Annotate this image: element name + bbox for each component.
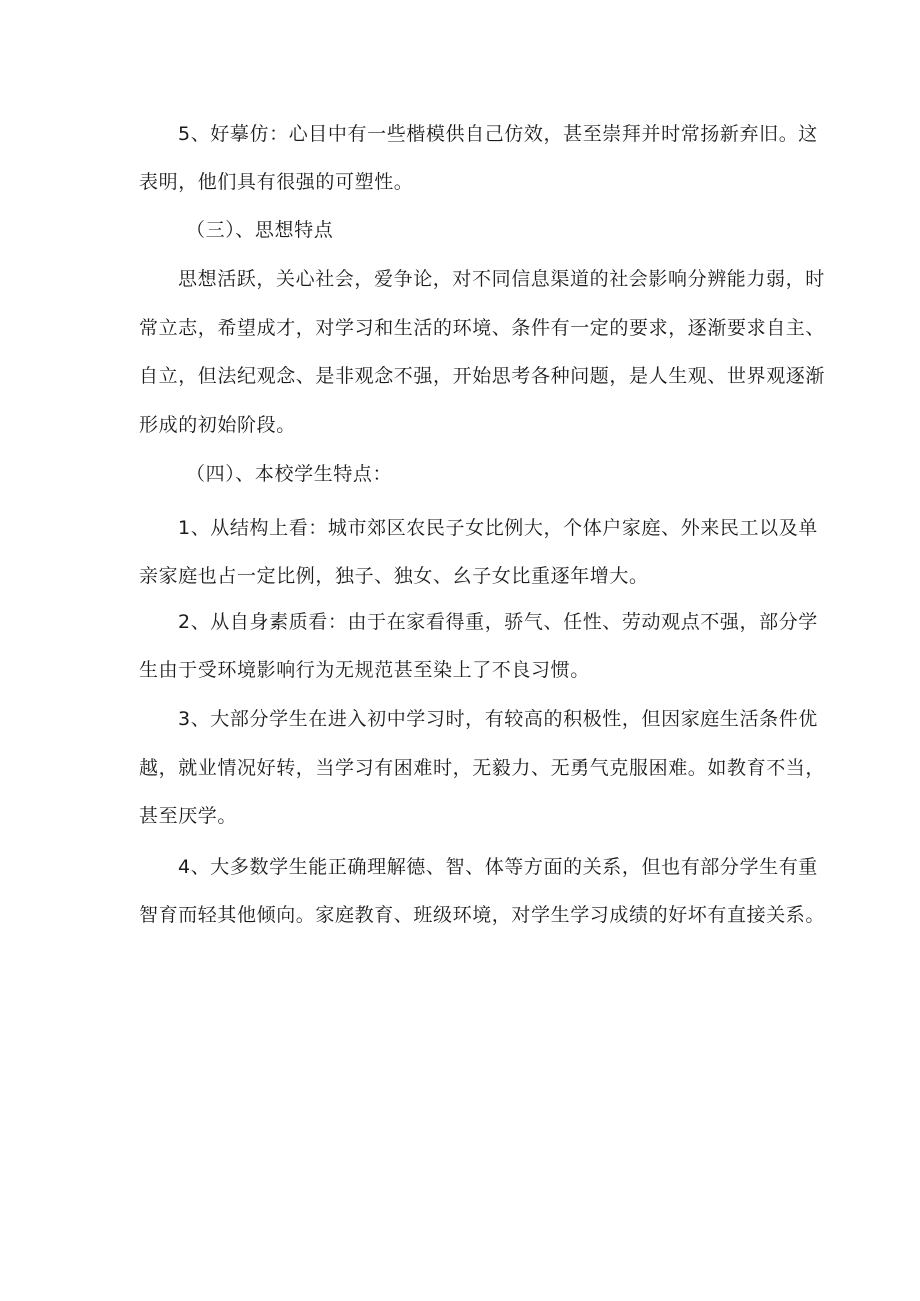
- item-5-line-1: 5、好摹仿：心目中有一些楷模供自己仿效，甚至崇拜并时常扬新弃旧。这: [178, 123, 818, 145]
- item-2-line-2: 生由于受环境影响行为无规范甚至染上了不良习惯。: [139, 659, 590, 681]
- item-1-line-1: 1、从结构上看：城市郊区农民子女比例大，个体户家庭、外来民工以及单: [178, 517, 818, 539]
- item-1-line-2: 亲家庭也占一定比例，独子、独女、幺子女比重逐年增大。: [139, 565, 649, 587]
- item-4-line-1: 4、大多数学生能正确理解德、智、体等方面的关系，但也有部分学生有重: [178, 856, 818, 878]
- thought-line-1: 思想活跃，关心社会，爱争论，对不同信息渠道的社会影响分辨能力弱，时: [178, 268, 825, 290]
- thought-line-4: 形成的初始阶段。: [139, 414, 296, 436]
- item-3-line-3: 甚至厌学。: [139, 805, 238, 827]
- item-3-line-1: 3、大部分学生在进入初中学习时，有较高的积极性，但因家庭生活条件优: [178, 708, 818, 730]
- thought-line-3: 自立，但法纪观念、是非观念不强，开始思考各种问题，是人生观、世界观逐渐: [139, 365, 826, 387]
- section-heading-school: （四）、本校学生特点：: [186, 463, 393, 485]
- item-3-line-2: 越，就业情况好转，当学习有困难时，无毅力、无勇气克服困难。如教育不当，: [139, 757, 826, 779]
- section-heading-thought: （三）、思想特点: [186, 219, 334, 241]
- item-2-line-1: 2、从自身素质看：由于在家看得重，骄气、任性、劳动观点不强，部分学: [178, 611, 818, 633]
- thought-line-2: 常立志，希望成才，对学习和生活的环境、条件有一定的要求，逐渐要求自主、: [139, 317, 826, 339]
- item-4-line-2: 智育而轻其他倾向。家庭教育、班级环境，对学生学习成绩的好坏有直接关系。: [139, 904, 826, 926]
- item-5-line-2: 表明，他们具有很强的可塑性。: [139, 171, 414, 193]
